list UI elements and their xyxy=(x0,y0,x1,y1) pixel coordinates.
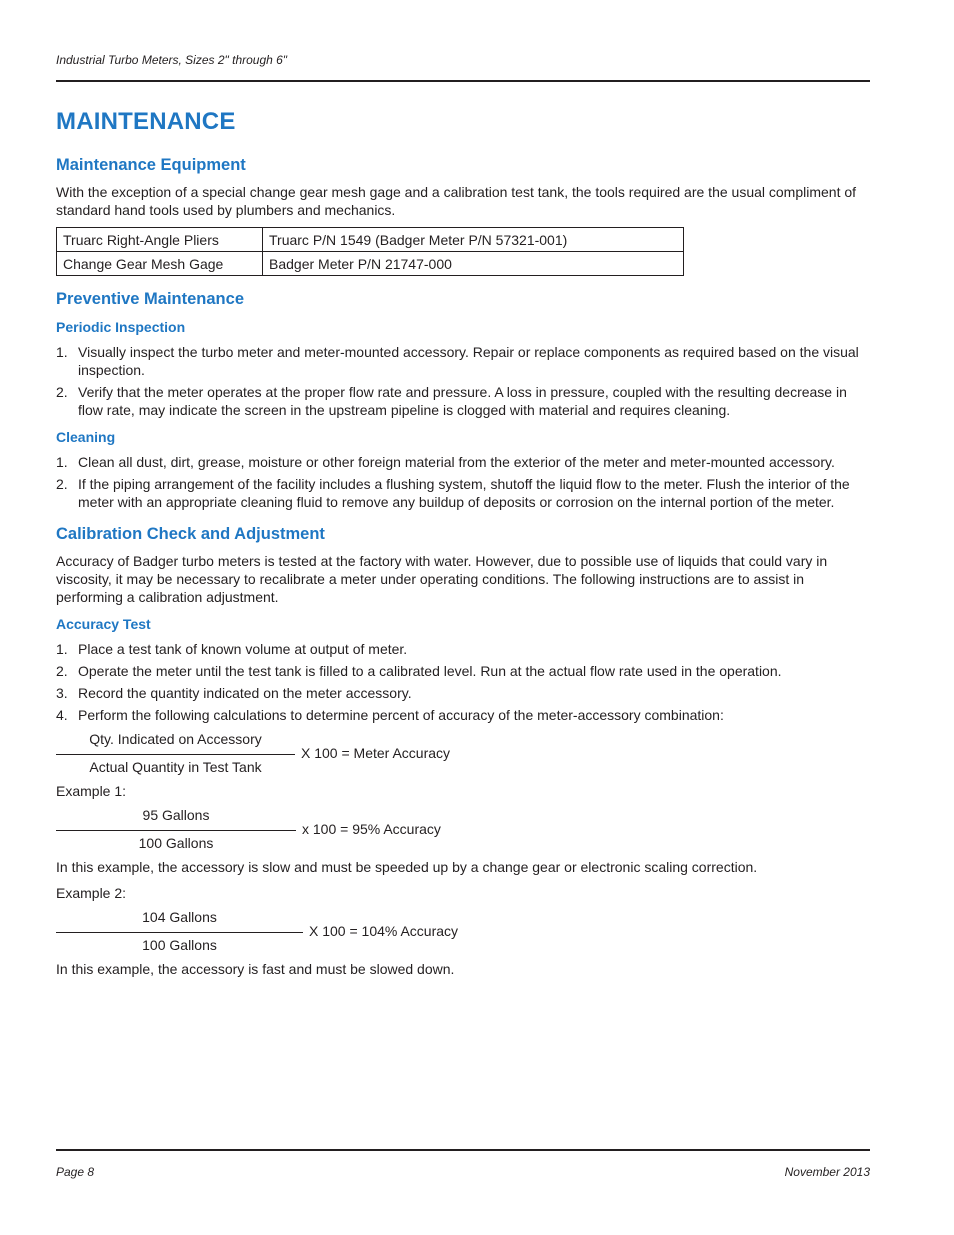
list-text: Operate the meter until the test tank is filled to a calibrated level. Run at the actual flow rate used in the operation. xyxy=(78,663,782,679)
list-number: 2. xyxy=(56,476,68,492)
accuracy-test-list xyxy=(56,640,870,724)
list-text: Perform the following calculations to determine percent of accuracy of the meter-accessory combination: xyxy=(78,707,724,723)
example-1-formula xyxy=(56,806,870,856)
list-text: Verify that the meter operates at the proper flow rate and pressure. A loss in pressure, coupled with the resulting decrease in flow rate, may indicate the screen in the upstream pipeline is clogged with material and requires cleaning. xyxy=(78,384,847,418)
table-cell: Truarc P/N 1549 (Badger Meter P/N 57321-001) xyxy=(263,228,684,252)
list-number: 3. xyxy=(56,685,68,701)
fraction-bar xyxy=(56,932,303,933)
table-row xyxy=(57,228,684,252)
list-item xyxy=(56,684,870,702)
subheading-cleaning: Cleaning xyxy=(56,429,116,445)
section-heading-preventive: Preventive Maintenance xyxy=(56,290,244,308)
table-row xyxy=(57,252,684,276)
cleaning-list xyxy=(56,453,870,511)
formula-result: X 100 = Meter Accuracy xyxy=(301,745,451,761)
section-heading-equipment: Maintenance Equipment xyxy=(56,156,246,174)
subheading-periodic-inspection: Periodic Inspection xyxy=(56,319,186,335)
periodic-inspection-list xyxy=(56,343,870,419)
page-title: MAINTENANCE xyxy=(56,108,236,135)
publication-date: November 2013 xyxy=(784,1165,870,1179)
list-text: Place a test tank of known volume at output of meter. xyxy=(78,641,408,657)
table-cell: Truarc Right-Angle Pliers xyxy=(57,228,263,252)
list-number: 1. xyxy=(56,641,68,657)
list-text: Clean all dust, dirt, grease, moisture or other foreign material from the exterior of the meter and meter-mounted accessory. xyxy=(78,454,835,470)
formula-result: X 100 = 104% Accuracy xyxy=(309,923,459,939)
list-item xyxy=(56,475,870,511)
formula-numerator: Qty. Indicated on Accessory xyxy=(89,731,262,747)
list-number: 4. xyxy=(56,707,68,723)
footer-rule xyxy=(56,1149,870,1151)
example-1-note: In this example, the accessory is slow and must be speeded up by a change gear or electronic scaling correction. xyxy=(56,859,758,875)
fraction-bar xyxy=(56,830,296,831)
list-item xyxy=(56,640,870,658)
example-1-label: Example 1: xyxy=(56,783,127,799)
list-number: 1. xyxy=(56,344,68,360)
calibration-intro: Accuracy of Badger turbo meters is tested at the factory with water. However, due to possible use of liquids that could vary in viscosity, it may be necessary to recalibrate a meter under operating conditions. The following instructions are to assist in performing a calibration adjustment. xyxy=(56,553,828,605)
list-item xyxy=(56,662,870,680)
list-number: 2. xyxy=(56,384,68,400)
header-rule xyxy=(56,80,870,82)
page-number: Page 8 xyxy=(56,1165,95,1179)
list-item xyxy=(56,706,870,724)
list-number: 1. xyxy=(56,454,68,470)
subheading-accuracy-test: Accuracy Test xyxy=(56,616,151,632)
running-header: Industrial Turbo Meters, Sizes 2" through 6" xyxy=(56,53,288,67)
list-text: If the piping arrangement of the facility includes a flushing system, shutoff the liquid flow to the meter. Flush the interior of the meter with an appropriate cleaning fluid to remove any buildup of deposits or corrosion on the internal portion of the meter. xyxy=(78,476,850,510)
equipment-table xyxy=(56,227,684,276)
section-heading-calibration: Calibration Check and Adjustment xyxy=(56,525,325,543)
list-item xyxy=(56,383,870,419)
list-number: 2. xyxy=(56,663,68,679)
table-cell: Badger Meter P/N 21747-000 xyxy=(263,252,684,276)
list-text: Visually inspect the turbo meter and meter-mounted accessory. Repair or replace components as required based on the visual inspection. xyxy=(78,344,859,378)
document-page xyxy=(56,0,870,1235)
list-text: Record the quantity indicated on the meter accessory. xyxy=(78,685,412,701)
formula-denominator: Actual Quantity in Test Tank xyxy=(89,759,262,775)
example-2-note: In this example, the accessory is fast and must be slowed down. xyxy=(56,961,455,977)
formula-numerator: 104 Gallons xyxy=(142,909,217,925)
table-cell: Change Gear Mesh Gage xyxy=(57,252,263,276)
list-item xyxy=(56,453,870,471)
page-content xyxy=(56,104,870,986)
accuracy-formula xyxy=(56,730,870,780)
formula-result: x 100 = 95% Accuracy xyxy=(302,821,441,837)
example-2-formula xyxy=(56,908,870,958)
list-item xyxy=(56,343,870,379)
fraction-bar xyxy=(56,754,295,755)
formula-denominator: 100 Gallons xyxy=(138,835,214,851)
formula-numerator: 95 Gallons xyxy=(142,807,210,823)
example-2-label: Example 2: xyxy=(56,885,127,901)
equipment-intro: With the exception of a special change gear mesh gage and a calibration test tank, the tools required are the usual compliment of standard hand tools used by plumbers and mechanics. xyxy=(56,184,857,218)
formula-denominator: 100 Gallons xyxy=(142,937,217,953)
